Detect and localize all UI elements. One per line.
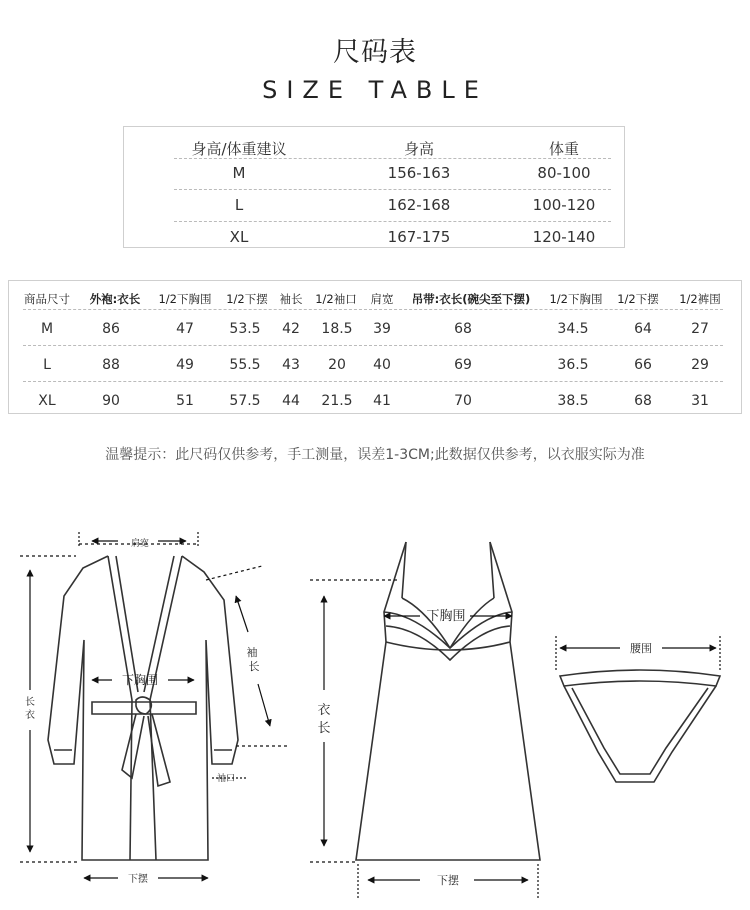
value-cell: 66 bbox=[634, 357, 652, 373]
size-cell: XL bbox=[229, 228, 249, 246]
weight-cell: 100-120 bbox=[532, 196, 596, 214]
value-cell: 27 bbox=[691, 321, 709, 337]
robe-illustration bbox=[48, 556, 238, 860]
robe-cuff-label: 袖口 bbox=[216, 774, 236, 784]
robe-hem-label: 下摆 bbox=[128, 874, 148, 885]
slip-length-label: 衣 bbox=[317, 703, 331, 718]
height-cell: 167-175 bbox=[387, 228, 451, 246]
size-cell: XL bbox=[38, 393, 56, 409]
robe-length-label: 长 bbox=[25, 697, 35, 708]
value-cell: 68 bbox=[454, 321, 472, 337]
value-cell: 34.5 bbox=[557, 321, 589, 337]
size-header-cell: 1/2下胸围 bbox=[158, 292, 212, 306]
robe-shoulder-label: 肩宽 bbox=[130, 539, 150, 549]
value-cell: 86 bbox=[102, 321, 120, 337]
value-cell: 39 bbox=[373, 321, 391, 337]
value-cell: 64 bbox=[634, 321, 652, 337]
value-cell: 70 bbox=[454, 393, 472, 409]
value-cell: 41 bbox=[373, 393, 391, 409]
robe-sleeve-label: 长 bbox=[248, 660, 260, 673]
size-cell: L bbox=[43, 357, 51, 373]
size-cell: M bbox=[232, 164, 246, 182]
slip-hem-label: 下摆 bbox=[437, 874, 459, 887]
value-cell: 31 bbox=[691, 393, 709, 409]
value-cell: 47 bbox=[176, 321, 194, 337]
recommend-header-cell: 身高 bbox=[403, 140, 434, 158]
page-subtitle: SIZE TABLE bbox=[262, 76, 488, 104]
value-cell: 55.5 bbox=[229, 357, 261, 373]
value-cell: 90 bbox=[102, 393, 120, 409]
brief-waist-label: 腰围 bbox=[630, 642, 652, 655]
robe-length-label: 衣 bbox=[25, 710, 35, 721]
size-header-cell: 1/2裤围 bbox=[679, 292, 721, 306]
size-header-cell: 袖长 bbox=[279, 292, 303, 306]
weight-cell: 80-100 bbox=[537, 164, 591, 182]
value-cell: 42 bbox=[282, 321, 300, 337]
height-cell: 156-163 bbox=[387, 164, 451, 182]
value-cell: 68 bbox=[634, 393, 652, 409]
size-header-cell: 1/2下摆 bbox=[226, 292, 268, 306]
value-cell: 29 bbox=[691, 357, 709, 373]
value-cell: 57.5 bbox=[229, 393, 261, 409]
recommend-header-cell: 体重 bbox=[548, 140, 579, 158]
value-cell: 49 bbox=[176, 357, 194, 373]
measurement-tip: 温馨提示：此尺码仅供参考，手工测量，误差1-3CM;此数据仅供参考，以衣服实际为准 bbox=[105, 447, 645, 463]
slip-length-label: 长 bbox=[317, 721, 331, 736]
value-cell: 88 bbox=[102, 357, 120, 373]
value-cell: 18.5 bbox=[321, 321, 353, 337]
value-cell: 38.5 bbox=[557, 393, 589, 409]
size-header-cell: 商品尺寸 bbox=[24, 292, 70, 306]
size-header-cell: 1/2袖口 bbox=[315, 292, 357, 306]
size-header-cell: 1/2下胸围 bbox=[549, 292, 603, 306]
robe-bust-label: 下胸围 bbox=[121, 673, 159, 687]
size-cell: L bbox=[234, 196, 244, 214]
robe-sleeve-label: 袖 bbox=[246, 646, 258, 659]
value-cell: 53.5 bbox=[229, 321, 261, 337]
page-title: 尺码表 bbox=[333, 37, 417, 68]
size-cell: M bbox=[40, 321, 54, 337]
value-cell: 51 bbox=[176, 393, 194, 409]
size-header-cell: 肩宽 bbox=[370, 292, 394, 306]
height-cell: 162-168 bbox=[387, 196, 451, 214]
value-cell: 40 bbox=[373, 357, 391, 373]
slip-bust-label: 下胸围 bbox=[426, 609, 466, 624]
value-cell: 69 bbox=[454, 357, 472, 373]
size-header-cell: 1/2下摆 bbox=[617, 292, 659, 306]
size-header-cell: 吊带:衣长(碗尖至下摆) bbox=[411, 292, 531, 306]
recommend-header-cell: 身高/体重建议 bbox=[191, 140, 287, 158]
value-cell: 43 bbox=[282, 357, 300, 373]
value-cell: 44 bbox=[282, 393, 300, 409]
brief-illustration bbox=[560, 670, 720, 782]
size-header-cell: 外袍:衣长 bbox=[89, 292, 141, 306]
value-cell: 36.5 bbox=[557, 357, 589, 373]
value-cell: 20 bbox=[328, 357, 346, 373]
value-cell: 21.5 bbox=[321, 393, 353, 409]
slip-illustration bbox=[356, 542, 540, 860]
weight-cell: 120-140 bbox=[532, 228, 596, 246]
